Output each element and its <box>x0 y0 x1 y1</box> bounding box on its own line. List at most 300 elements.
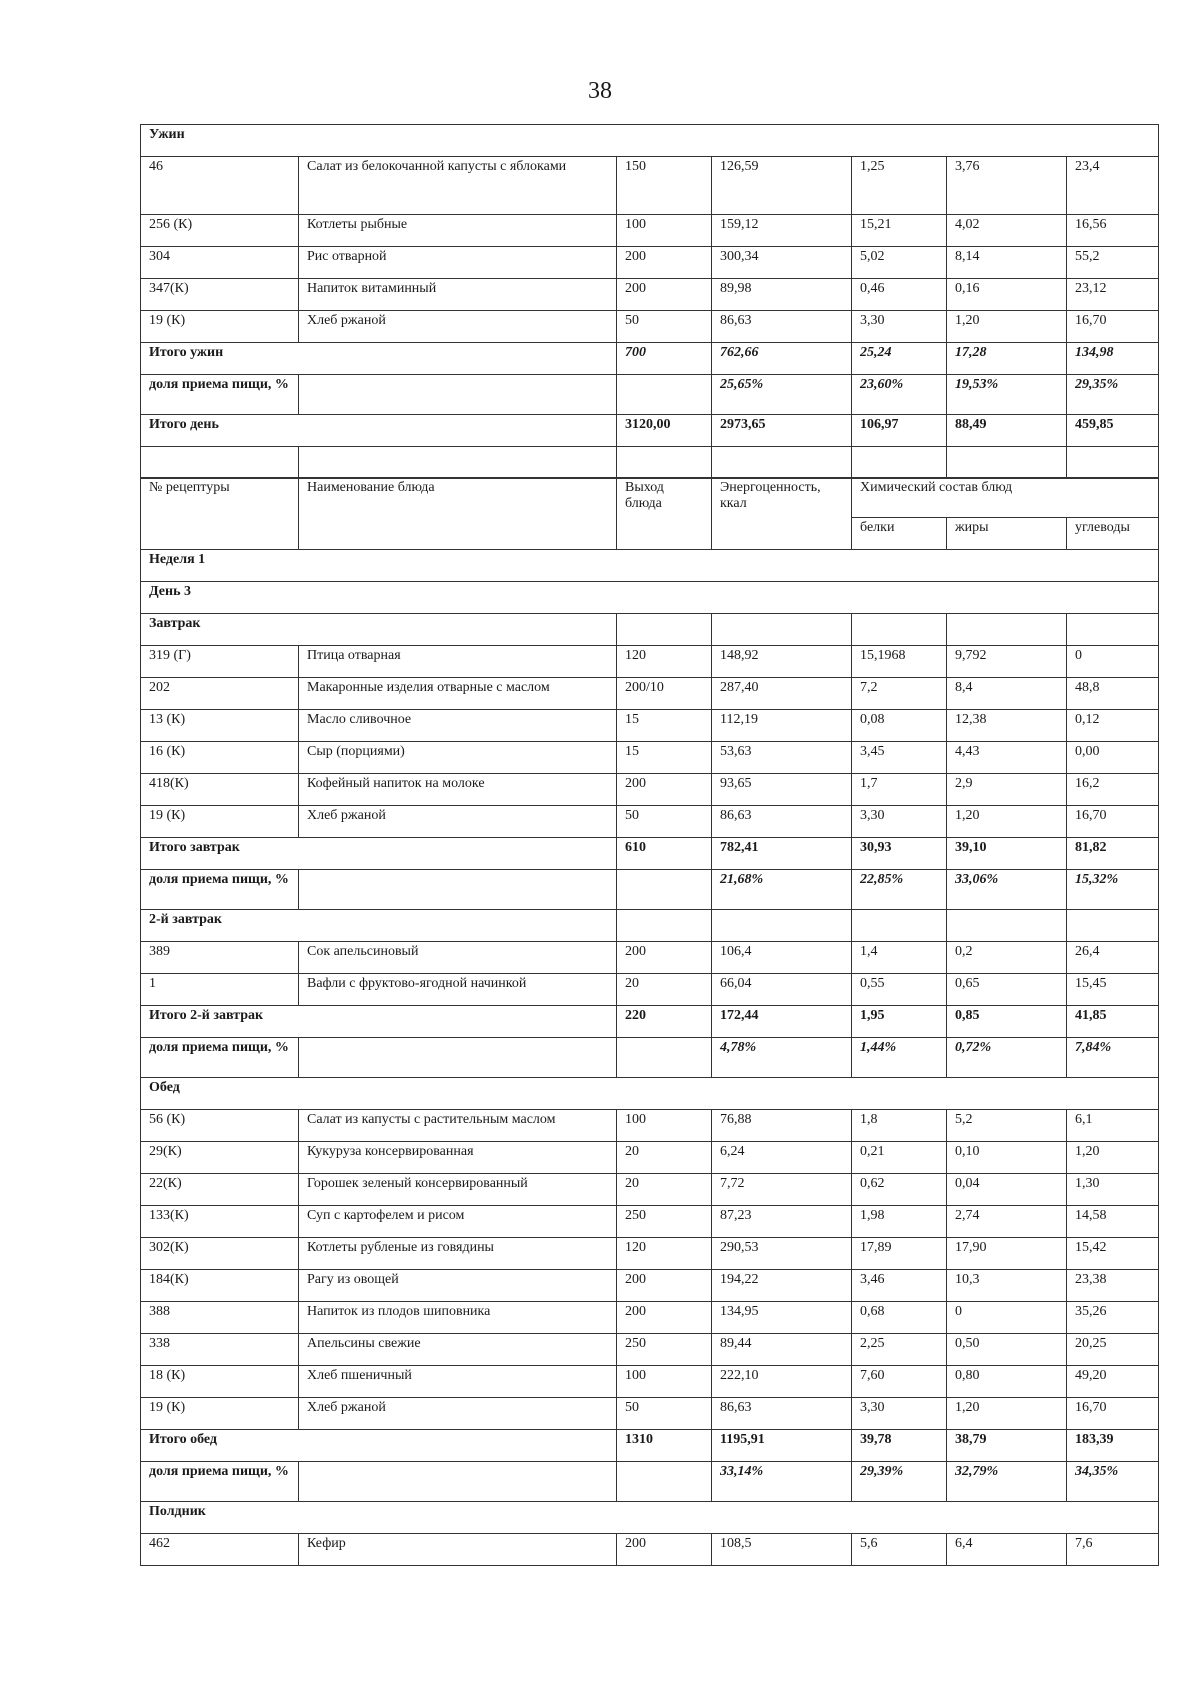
dish-protein: 3,30 <box>852 806 947 838</box>
dish-row <box>141 742 1159 774</box>
dish-code: 256 (К) <box>141 215 299 247</box>
dish-carbs: 15,42 <box>1067 1238 1159 1270</box>
share-fat: 19,53% <box>947 375 1067 415</box>
dish-energy: 300,34 <box>712 247 852 279</box>
dish-code: 13 (К) <box>141 710 299 742</box>
dish-energy: 89,98 <box>712 279 852 311</box>
total-protein: 1,95 <box>852 1006 947 1038</box>
dish-row <box>141 646 1159 678</box>
section-row <box>141 1502 1159 1534</box>
dish-protein: 17,89 <box>852 1238 947 1270</box>
dish-name: Суп с картофелем и рисом <box>299 1206 617 1238</box>
dish-output: 150 <box>617 157 712 215</box>
dish-name: Кукуруза консервированная <box>299 1142 617 1174</box>
total-carbs: 183,39 <box>1067 1430 1159 1462</box>
empty-cell <box>617 375 712 415</box>
dish-name: Хлеб пшеничный <box>299 1366 617 1398</box>
dish-protein: 3,30 <box>852 1398 947 1430</box>
dish-fat: 17,90 <box>947 1238 1067 1270</box>
dish-fat: 0,50 <box>947 1334 1067 1366</box>
total-label: Итого обед <box>141 1430 617 1462</box>
dish-protein: 0,55 <box>852 974 947 1006</box>
dish-code: 19 (К) <box>141 311 299 343</box>
dish-carbs: 7,6 <box>1067 1534 1159 1566</box>
share-energy: 33,14% <box>712 1462 852 1502</box>
dish-carbs: 14,58 <box>1067 1206 1159 1238</box>
dish-protein: 0,62 <box>852 1174 947 1206</box>
day-total-output: 3120,00 <box>617 415 712 447</box>
empty-cell <box>617 1038 712 1078</box>
empty-cell <box>617 870 712 910</box>
total-protein: 30,93 <box>852 838 947 870</box>
section-title: Ужин <box>141 125 1159 157</box>
total-energy: 172,44 <box>712 1006 852 1038</box>
header-carbs: углеводы <box>1067 518 1159 550</box>
dish-carbs: 23,38 <box>1067 1270 1159 1302</box>
dish-code: 202 <box>141 678 299 710</box>
dish-code: 304 <box>141 247 299 279</box>
empty-cell <box>1067 910 1159 942</box>
dish-carbs: 16,70 <box>1067 311 1159 343</box>
dish-output: 100 <box>617 1366 712 1398</box>
share-fat: 33,06% <box>947 870 1067 910</box>
dish-carbs: 48,8 <box>1067 678 1159 710</box>
dish-name: Кефир <box>299 1534 617 1566</box>
dish-name: Хлеб ржаной <box>299 311 617 343</box>
dish-fat: 10,3 <box>947 1270 1067 1302</box>
dish-fat: 1,20 <box>947 806 1067 838</box>
empty-cell <box>712 910 852 942</box>
dish-protein: 15,21 <box>852 215 947 247</box>
dish-energy: 194,22 <box>712 1270 852 1302</box>
dish-fat: 0,2 <box>947 942 1067 974</box>
dish-protein: 0,68 <box>852 1302 947 1334</box>
day-total-protein: 106,97 <box>852 415 947 447</box>
dish-code: 19 (К) <box>141 1398 299 1430</box>
dish-energy: 159,12 <box>712 215 852 247</box>
total-energy: 762,66 <box>712 343 852 375</box>
dish-fat: 6,4 <box>947 1534 1067 1566</box>
total-row <box>141 343 1159 375</box>
dish-row <box>141 1110 1159 1142</box>
dish-row <box>141 1206 1159 1238</box>
dish-code: 46 <box>141 157 299 215</box>
dish-output: 200/10 <box>617 678 712 710</box>
dish-output: 120 <box>617 646 712 678</box>
share-fat: 32,79% <box>947 1462 1067 1502</box>
total-fat: 38,79 <box>947 1430 1067 1462</box>
dish-energy: 106,4 <box>712 942 852 974</box>
dish-name: Апельсины свежие <box>299 1334 617 1366</box>
dish-fat: 4,02 <box>947 215 1067 247</box>
dish-energy: 53,63 <box>712 742 852 774</box>
dish-row <box>141 1534 1159 1566</box>
dish-protein: 0,08 <box>852 710 947 742</box>
dish-output: 20 <box>617 1142 712 1174</box>
dish-fat: 0,65 <box>947 974 1067 1006</box>
empty-cell <box>1067 614 1159 646</box>
dish-carbs: 0,12 <box>1067 710 1159 742</box>
dish-protein: 0,21 <box>852 1142 947 1174</box>
total-carbs: 41,85 <box>1067 1006 1159 1038</box>
dish-name: Котлеты рыбные <box>299 215 617 247</box>
dish-fat: 3,76 <box>947 157 1067 215</box>
dish-output: 50 <box>617 1398 712 1430</box>
dish-code: 19 (К) <box>141 806 299 838</box>
section-row <box>141 1078 1159 1110</box>
dish-energy: 89,44 <box>712 1334 852 1366</box>
dish-code: 389 <box>141 942 299 974</box>
share-label: доля приема пищи, % <box>141 375 299 415</box>
dish-name: Хлеб ржаной <box>299 1398 617 1430</box>
dish-name: Напиток из плодов шиповника <box>299 1302 617 1334</box>
header-fat: жиры <box>947 518 1067 550</box>
dish-row <box>141 215 1159 247</box>
share-row <box>141 1038 1159 1078</box>
section-title: 2-й завтрак <box>141 910 617 942</box>
dish-fat: 1,20 <box>947 1398 1067 1430</box>
total-energy: 782,41 <box>712 838 852 870</box>
empty-cell <box>947 614 1067 646</box>
dish-row <box>141 1334 1159 1366</box>
total-protein: 39,78 <box>852 1430 947 1462</box>
total-row <box>141 1006 1159 1038</box>
share-carbs: 29,35% <box>1067 375 1159 415</box>
dish-code: 22(К) <box>141 1174 299 1206</box>
dish-row <box>141 678 1159 710</box>
dish-row <box>141 806 1159 838</box>
empty-cell <box>141 447 299 479</box>
dish-carbs: 1,30 <box>1067 1174 1159 1206</box>
dish-name: Птица отварная <box>299 646 617 678</box>
header-protein: белки <box>852 518 947 550</box>
dish-protein: 1,98 <box>852 1206 947 1238</box>
dish-row <box>141 1174 1159 1206</box>
dish-carbs: 26,4 <box>1067 942 1159 974</box>
dish-carbs: 23,12 <box>1067 279 1159 311</box>
dish-output: 200 <box>617 774 712 806</box>
section-row <box>141 614 1159 646</box>
section-title: Обед <box>141 1078 1159 1110</box>
dish-fat: 4,43 <box>947 742 1067 774</box>
dish-name: Макаронные изделия отварные с маслом <box>299 678 617 710</box>
dish-carbs: 35,26 <box>1067 1302 1159 1334</box>
dish-energy: 290,53 <box>712 1238 852 1270</box>
dish-output: 120 <box>617 1238 712 1270</box>
dish-row <box>141 1238 1159 1270</box>
dish-protein: 3,46 <box>852 1270 947 1302</box>
dish-protein: 1,25 <box>852 157 947 215</box>
dish-output: 15 <box>617 742 712 774</box>
dish-name: Сок апельсиновый <box>299 942 617 974</box>
share-label: доля приема пищи, % <box>141 870 299 910</box>
empty-cell <box>617 1462 712 1502</box>
dish-output: 200 <box>617 279 712 311</box>
dish-carbs: 16,2 <box>1067 774 1159 806</box>
header-code: № рецептуры <box>141 478 299 550</box>
dish-name: Кофейный напиток на молоке <box>299 774 617 806</box>
dish-row <box>141 1302 1159 1334</box>
dish-name: Напиток витаминный <box>299 279 617 311</box>
dish-name: Сыр (порциями) <box>299 742 617 774</box>
header-row <box>141 478 1159 518</box>
dish-row <box>141 710 1159 742</box>
dish-fat: 9,792 <box>947 646 1067 678</box>
dish-protein: 3,30 <box>852 311 947 343</box>
dish-code: 133(К) <box>141 1206 299 1238</box>
share-fat: 0,72% <box>947 1038 1067 1078</box>
dish-output: 100 <box>617 1110 712 1142</box>
dish-output: 20 <box>617 1174 712 1206</box>
total-fat: 0,85 <box>947 1006 1067 1038</box>
dinner-table <box>140 124 1159 479</box>
header-output: Выход блюда <box>617 478 712 550</box>
dish-output: 50 <box>617 806 712 838</box>
dish-energy: 86,63 <box>712 806 852 838</box>
section-title: Завтрак <box>141 614 617 646</box>
dish-carbs: 6,1 <box>1067 1110 1159 1142</box>
dish-output: 200 <box>617 247 712 279</box>
dish-energy: 222,10 <box>712 1366 852 1398</box>
total-carbs: 81,82 <box>1067 838 1159 870</box>
dish-energy: 93,65 <box>712 774 852 806</box>
total-fat: 17,28 <box>947 343 1067 375</box>
dish-fat: 2,9 <box>947 774 1067 806</box>
week-label: Неделя 1 <box>141 550 1159 582</box>
total-label: Итого завтрак <box>141 838 617 870</box>
empty-cell <box>299 447 617 479</box>
dish-row <box>141 157 1159 215</box>
day-3-menu-table <box>140 477 1159 1566</box>
dish-protein: 3,45 <box>852 742 947 774</box>
dish-fat: 5,2 <box>947 1110 1067 1142</box>
dish-energy: 66,04 <box>712 974 852 1006</box>
dish-fat: 1,20 <box>947 311 1067 343</box>
dish-energy: 87,23 <box>712 1206 852 1238</box>
empty-cell <box>712 614 852 646</box>
page-number: 38 <box>588 78 612 104</box>
dish-output: 200 <box>617 1534 712 1566</box>
total-label: Итого ужин <box>141 343 617 375</box>
empty-cell <box>852 614 947 646</box>
share-label: доля приема пищи, % <box>141 1038 299 1078</box>
dish-code: 184(К) <box>141 1270 299 1302</box>
dish-carbs: 20,25 <box>1067 1334 1159 1366</box>
total-row <box>141 838 1159 870</box>
empty-cell <box>712 447 852 479</box>
dish-code: 16 (К) <box>141 742 299 774</box>
empty-cell <box>617 447 712 479</box>
empty-cell <box>299 375 617 415</box>
day-label: День 3 <box>141 582 1159 614</box>
dish-protein: 0,46 <box>852 279 947 311</box>
dish-energy: 86,63 <box>712 311 852 343</box>
dish-row <box>141 279 1159 311</box>
total-row <box>141 1430 1159 1462</box>
dish-row <box>141 1142 1159 1174</box>
total-output: 610 <box>617 838 712 870</box>
dish-protein: 5,02 <box>852 247 947 279</box>
dish-fat: 0,04 <box>947 1174 1067 1206</box>
total-protein: 25,24 <box>852 343 947 375</box>
dish-output: 15 <box>617 710 712 742</box>
dish-name: Рагу из овощей <box>299 1270 617 1302</box>
share-energy: 25,65% <box>712 375 852 415</box>
header-chem: Химический состав блюд <box>852 478 1159 518</box>
dish-energy: 76,88 <box>712 1110 852 1142</box>
empty-cell <box>1067 447 1159 479</box>
share-label: доля приема пищи, % <box>141 1462 299 1502</box>
dish-protein: 1,7 <box>852 774 947 806</box>
dish-carbs: 1,20 <box>1067 1142 1159 1174</box>
dish-code: 18 (К) <box>141 1366 299 1398</box>
dish-protein: 1,8 <box>852 1110 947 1142</box>
empty-cell <box>299 1038 617 1078</box>
dish-energy: 287,40 <box>712 678 852 710</box>
day-total-energy: 2973,65 <box>712 415 852 447</box>
dish-carbs: 23,4 <box>1067 157 1159 215</box>
share-carbs: 15,32% <box>1067 870 1159 910</box>
share-energy: 21,68% <box>712 870 852 910</box>
dish-name: Салат из белокочанной капусты с яблоками <box>299 157 617 215</box>
dish-code: 56 (К) <box>141 1110 299 1142</box>
dish-protein: 7,2 <box>852 678 947 710</box>
dish-protein: 7,60 <box>852 1366 947 1398</box>
empty-cell <box>299 870 617 910</box>
total-output: 700 <box>617 343 712 375</box>
dish-output: 200 <box>617 1302 712 1334</box>
share-protein: 23,60% <box>852 375 947 415</box>
share-protein: 29,39% <box>852 1462 947 1502</box>
dish-carbs: 0,00 <box>1067 742 1159 774</box>
dish-carbs: 15,45 <box>1067 974 1159 1006</box>
blank-row <box>141 447 1159 479</box>
dish-energy: 6,24 <box>712 1142 852 1174</box>
share-row <box>141 870 1159 910</box>
dish-fat: 0,80 <box>947 1366 1067 1398</box>
total-energy: 1195,91 <box>712 1430 852 1462</box>
dish-carbs: 0 <box>1067 646 1159 678</box>
dish-output: 20 <box>617 974 712 1006</box>
day-total-fat: 88,49 <box>947 415 1067 447</box>
dish-code: 338 <box>141 1334 299 1366</box>
dish-code: 29(К) <box>141 1142 299 1174</box>
dish-carbs: 16,70 <box>1067 806 1159 838</box>
dish-name: Вафли с фруктово-ягодной начинкой <box>299 974 617 1006</box>
total-output: 1310 <box>617 1430 712 1462</box>
dish-output: 200 <box>617 942 712 974</box>
total-carbs: 134,98 <box>1067 343 1159 375</box>
dish-code: 302(К) <box>141 1238 299 1270</box>
dish-row <box>141 1366 1159 1398</box>
dish-fat: 8,4 <box>947 678 1067 710</box>
dish-fat: 8,14 <box>947 247 1067 279</box>
share-carbs: 7,84% <box>1067 1038 1159 1078</box>
dish-carbs: 49,20 <box>1067 1366 1159 1398</box>
section-row <box>141 125 1159 157</box>
day-total-carbs: 459,85 <box>1067 415 1159 447</box>
total-label: Итого 2-й завтрак <box>141 1006 617 1038</box>
dish-energy: 148,92 <box>712 646 852 678</box>
dish-energy: 134,95 <box>712 1302 852 1334</box>
dish-protein: 5,6 <box>852 1534 947 1566</box>
dish-row <box>141 247 1159 279</box>
dish-name: Хлеб ржаной <box>299 806 617 838</box>
share-energy: 4,78% <box>712 1038 852 1078</box>
day-total-label: Итого день <box>141 415 617 447</box>
empty-cell <box>617 910 712 942</box>
share-row <box>141 375 1159 415</box>
section-row <box>141 910 1159 942</box>
dish-row <box>141 311 1159 343</box>
dish-code: 319 (Г) <box>141 646 299 678</box>
header-name: Наименование блюда <box>299 478 617 550</box>
total-fat: 39,10 <box>947 838 1067 870</box>
day-row <box>141 582 1159 614</box>
dish-name: Масло сливочное <box>299 710 617 742</box>
dish-row <box>141 1398 1159 1430</box>
dish-name: Рис отварной <box>299 247 617 279</box>
dish-carbs: 16,56 <box>1067 215 1159 247</box>
dish-code: 388 <box>141 1302 299 1334</box>
header-energy: Энергоценность, ккал <box>712 478 852 550</box>
dish-output: 250 <box>617 1334 712 1366</box>
dish-protein: 1,4 <box>852 942 947 974</box>
dish-fat: 12,38 <box>947 710 1067 742</box>
dish-row <box>141 942 1159 974</box>
dish-name: Горошек зеленый консервированный <box>299 1174 617 1206</box>
share-carbs: 34,35% <box>1067 1462 1159 1502</box>
dish-row <box>141 774 1159 806</box>
empty-cell <box>617 614 712 646</box>
empty-cell <box>299 1462 617 1502</box>
share-protein: 1,44% <box>852 1038 947 1078</box>
dish-name: Салат из капусты с растительным маслом <box>299 1110 617 1142</box>
dish-protein: 2,25 <box>852 1334 947 1366</box>
day-total-row <box>141 415 1159 447</box>
dish-name: Котлеты рубленые из говядины <box>299 1238 617 1270</box>
dish-fat: 0,16 <box>947 279 1067 311</box>
dish-code: 462 <box>141 1534 299 1566</box>
dish-carbs: 55,2 <box>1067 247 1159 279</box>
total-output: 220 <box>617 1006 712 1038</box>
dish-fat: 0,10 <box>947 1142 1067 1174</box>
dish-output: 100 <box>617 215 712 247</box>
dish-energy: 112,19 <box>712 710 852 742</box>
dish-code: 1 <box>141 974 299 1006</box>
dish-row <box>141 1270 1159 1302</box>
dish-code: 418(К) <box>141 774 299 806</box>
dish-energy: 86,63 <box>712 1398 852 1430</box>
dish-energy: 126,59 <box>712 157 852 215</box>
dish-code: 347(К) <box>141 279 299 311</box>
share-protein: 22,85% <box>852 870 947 910</box>
dish-fat: 0 <box>947 1302 1067 1334</box>
dish-energy: 7,72 <box>712 1174 852 1206</box>
dish-output: 250 <box>617 1206 712 1238</box>
dish-output: 50 <box>617 311 712 343</box>
dish-fat: 2,74 <box>947 1206 1067 1238</box>
empty-cell <box>947 447 1067 479</box>
section-title: Полдник <box>141 1502 1159 1534</box>
empty-cell <box>852 447 947 479</box>
share-row <box>141 1462 1159 1502</box>
dish-row <box>141 974 1159 1006</box>
dish-protein: 15,1968 <box>852 646 947 678</box>
week-row <box>141 550 1159 582</box>
dish-carbs: 16,70 <box>1067 1398 1159 1430</box>
dish-output: 200 <box>617 1270 712 1302</box>
